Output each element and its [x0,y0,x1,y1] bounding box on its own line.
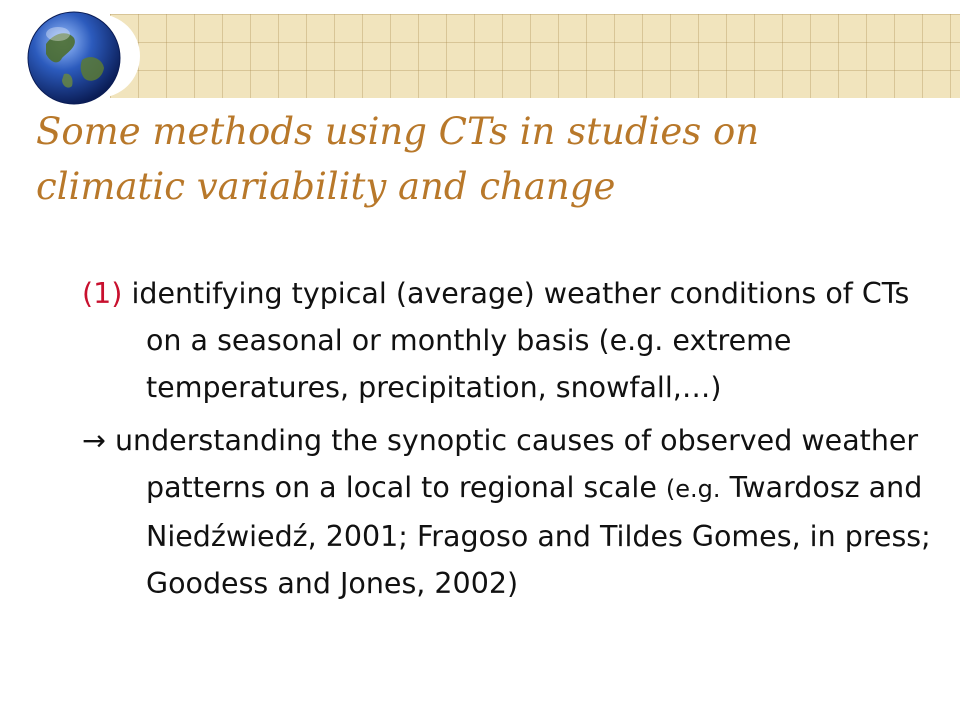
citation-prefix: (e.g. [665,475,721,503]
item-number: (1) [82,277,123,310]
item-text: understanding the synoptic causes of observed weather patterns on a local to regional scale [114,424,919,504]
slide-title [36,104,916,214]
globe-icon [24,8,124,108]
list-item [82,270,932,411]
citation-refs: Twardosz and Niedźwiedź, 2001; Fragoso and Tildes Gomes, in press; Goodess and Jones, 2002) [146,471,931,600]
arrow-icon: → [82,424,106,457]
title-line-1: Some methods using CTs in studies on [36,110,760,153]
title-line-2: climatic variability and change [36,165,616,208]
list-item [82,417,932,607]
item-text: identifying typical (average) weather conditions of CTs on a seasonal or monthly basis (e.g. extreme temperatures, precipitation, snowfall,…) [131,277,910,404]
slide-body [82,270,932,613]
world-map-banner [110,14,960,98]
